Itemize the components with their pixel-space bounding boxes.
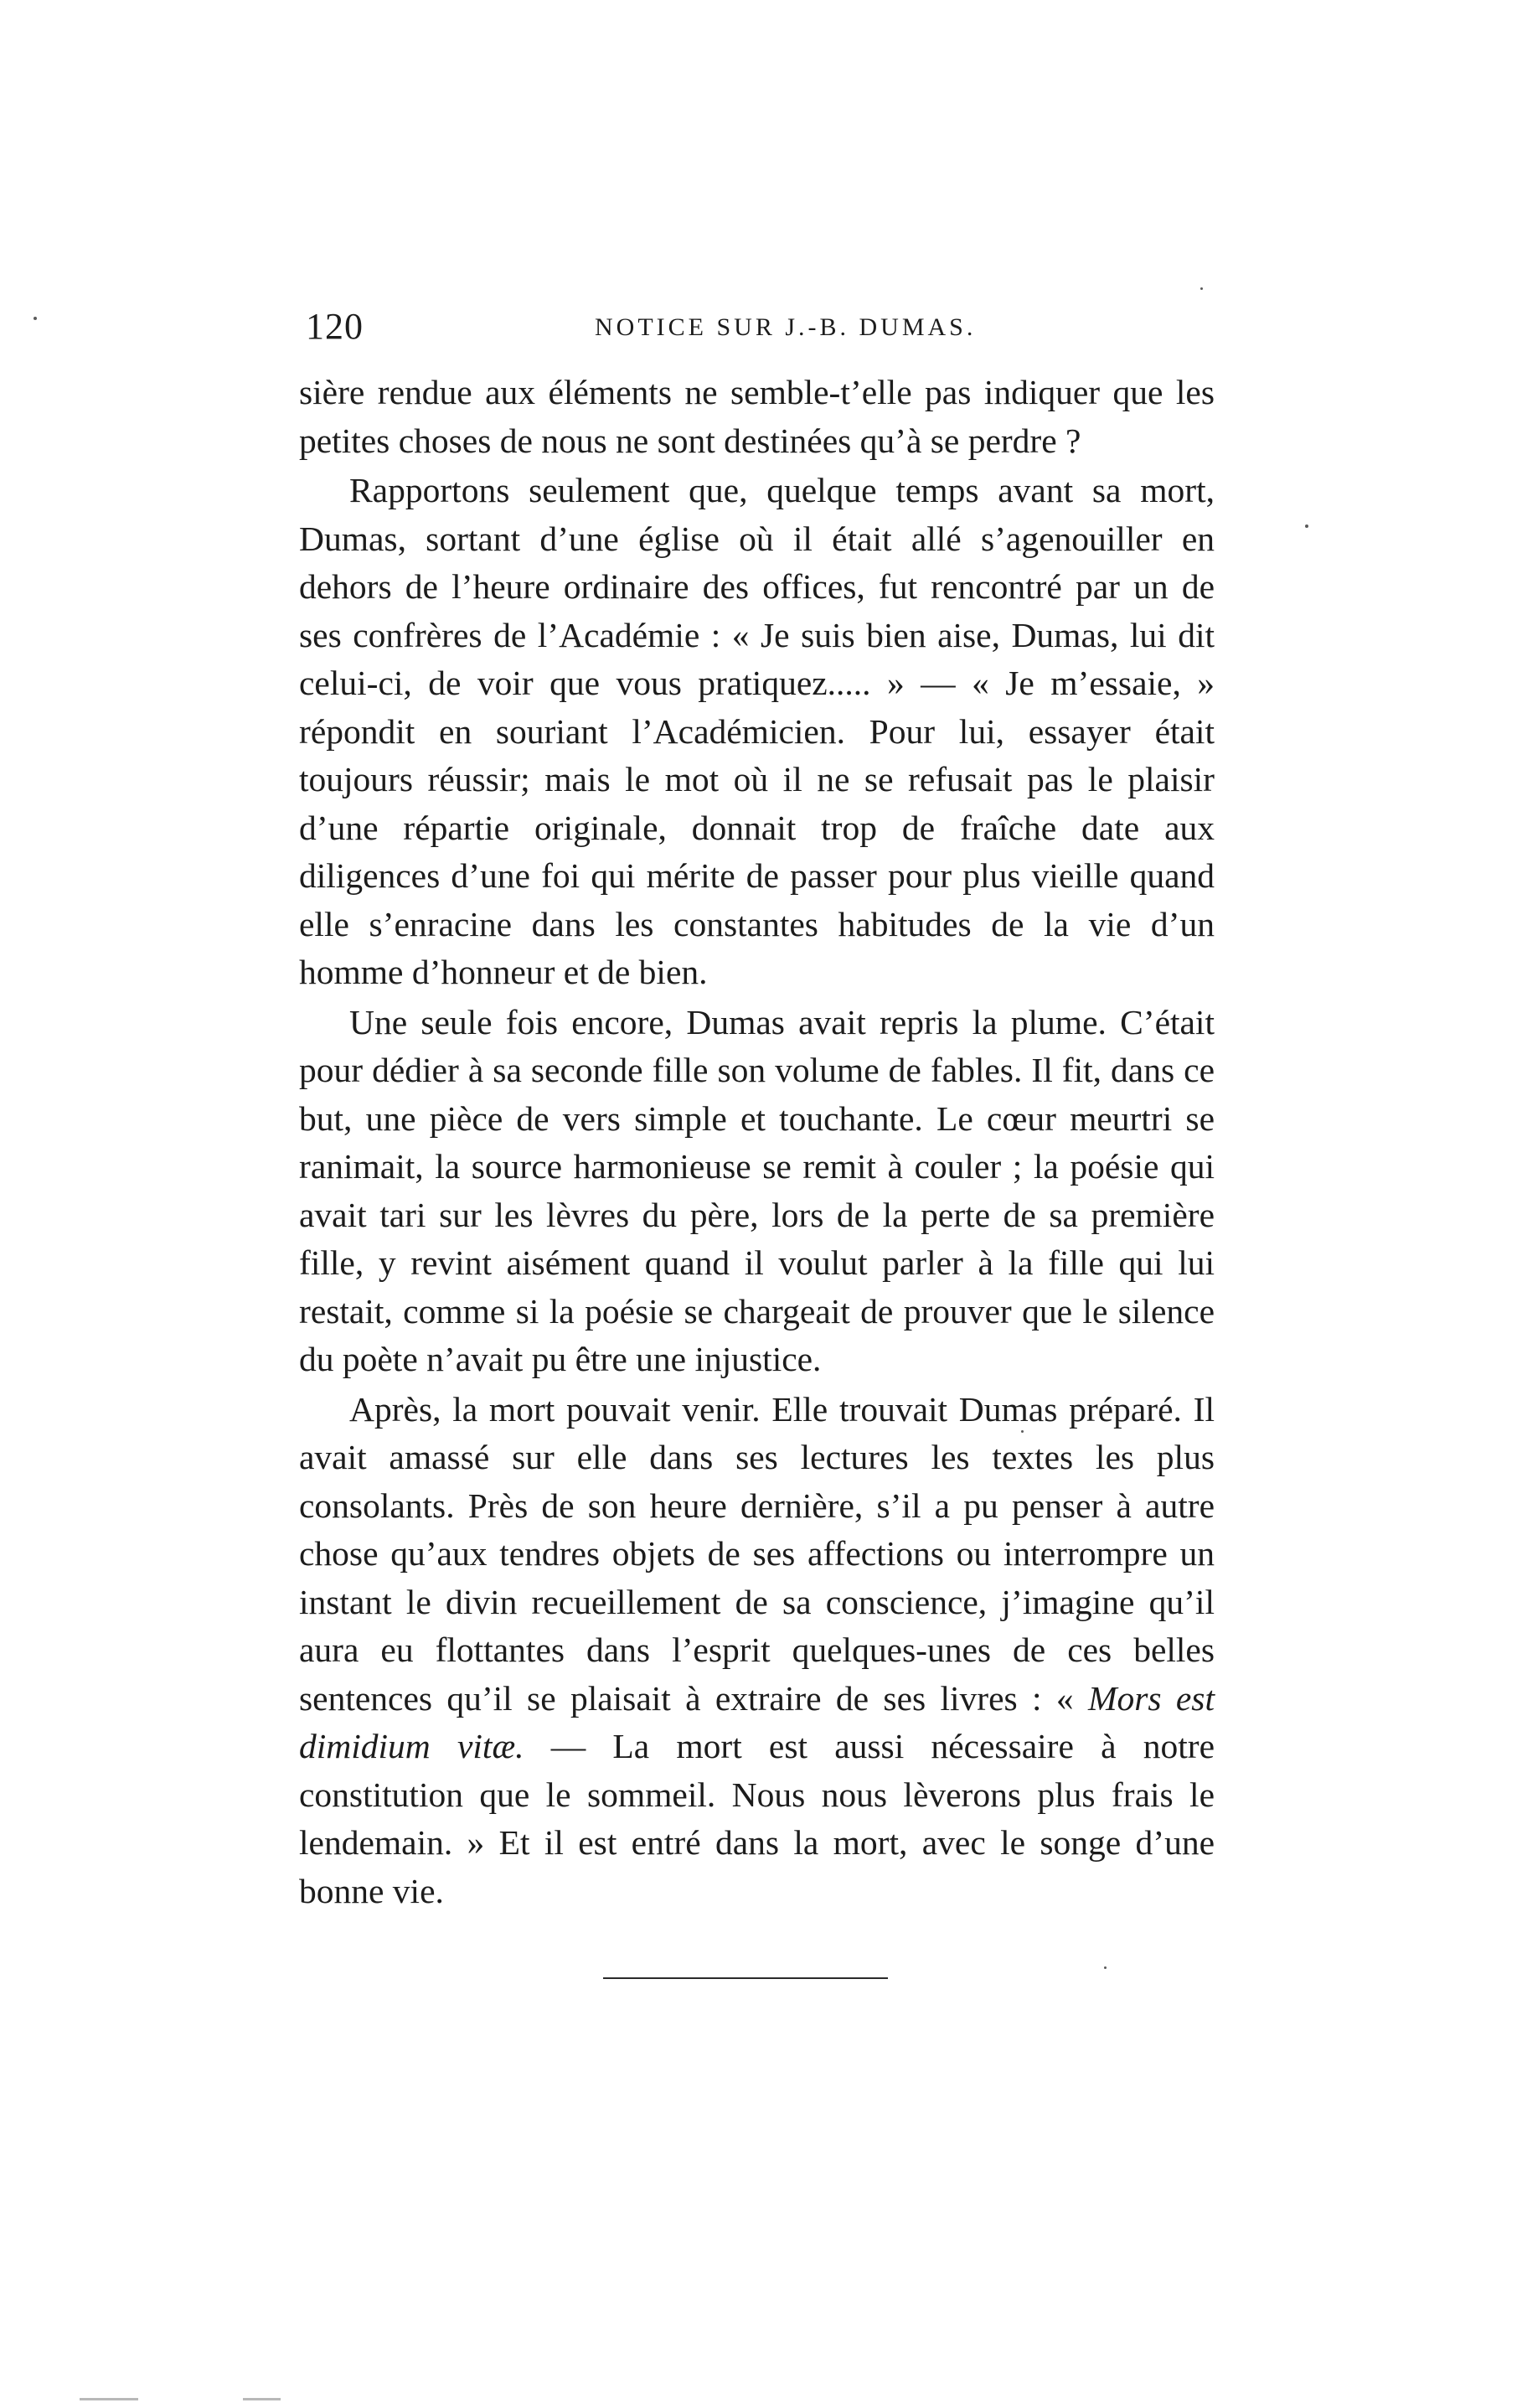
running-title: NOTICE SUR J.-B. DUMAS. [595, 313, 977, 341]
paragraph-1: sière rendue aux éléments ne semble-t’elle pas indiquer que les petites choses de nous ne sont destinées qu’à se perdre ? [299, 373, 1215, 460]
scan-speck [1200, 287, 1203, 290]
quote-open-mark: « [1055, 1678, 1088, 1718]
body-text [299, 369, 1215, 1915]
scan-speck [1305, 524, 1308, 528]
paragraph-2: Rapportons seulement que, quelque temps avant sa mort, Dumas, sortant d’une église où il était allé s’agenouiller en dehors de l’heure ordinaire des offices, fut rencontré par un de ses confrères de l’Académie : « Je suis bien aise, Dumas, lui dit celui-ci, de voir que vous pratiquez..... » — « Je m’essaie, » répondit en souriant l’Académicien. Pour lui, essayer était toujours réussir; mais le mot où il ne se refusait pas le plaisir d’une répartie originale, donnait trop de fraîche date aux diligences d’une foi qui mérite de passer pour plus vieille quand elle s’enracine dans les constantes habitudes de la vie d’un homme d’honneur et de bien. [299, 471, 1215, 991]
scan-speck [1104, 1966, 1107, 1969]
scan-mark [243, 2398, 281, 2400]
latin-quote: Mors est dimidium vitæ. [299, 1678, 1215, 1765]
scan-speck [1021, 1430, 1024, 1433]
page-number: 120 [306, 306, 364, 347]
paragraph-4-text: Après, la mort pouvait venir. Elle trouvait Dumas préparé. Il avait amassé sur elle dans ses lectures les textes les plus consolants. Près de son heure dernière, s’il a pu penser à autre chose qu’aux tendres objets de ses affections ou interrompre un instant le divin recueillement de sa conscience, j’imagine qu’il aura eu flottantes dans l’esprit quelques-unes de ces belles sentences qu’il se plaisait à extraire de ses livres : [299, 1389, 1215, 1718]
scan-speck [34, 317, 37, 320]
paragraph-3: Une seule fois encore, Dumas avait repris la plume. C’était pour dédier à sa seconde fille son volume de fables. Il fit, dans ce but, une pièce de vers simple et touchante. Le cœur meurtri se ranimait, la source harmonieuse se remit à couler ; la poésie qui avait tari sur les lèvres du père, lors de la perte de sa première fille, y revint aisément quand il voulut parler à la fille qui lui restait, comme si la poésie se chargeait de prouver que le silence du poète n’avait pu être une injustice. [299, 1002, 1215, 1378]
scan-mark [80, 2398, 138, 2400]
paragraph-4-closing: — La mort est aussi nécessaire à notre constitution que le sommeil. Nous nous lèverons plus frais le lendemain. » Et il est entré dans la mort, avec le songe d’une bonne vie. [299, 1727, 1215, 1910]
paragraph-4 [299, 1386, 1215, 1916]
running-head [306, 302, 1215, 352]
end-rule [603, 1977, 888, 1979]
